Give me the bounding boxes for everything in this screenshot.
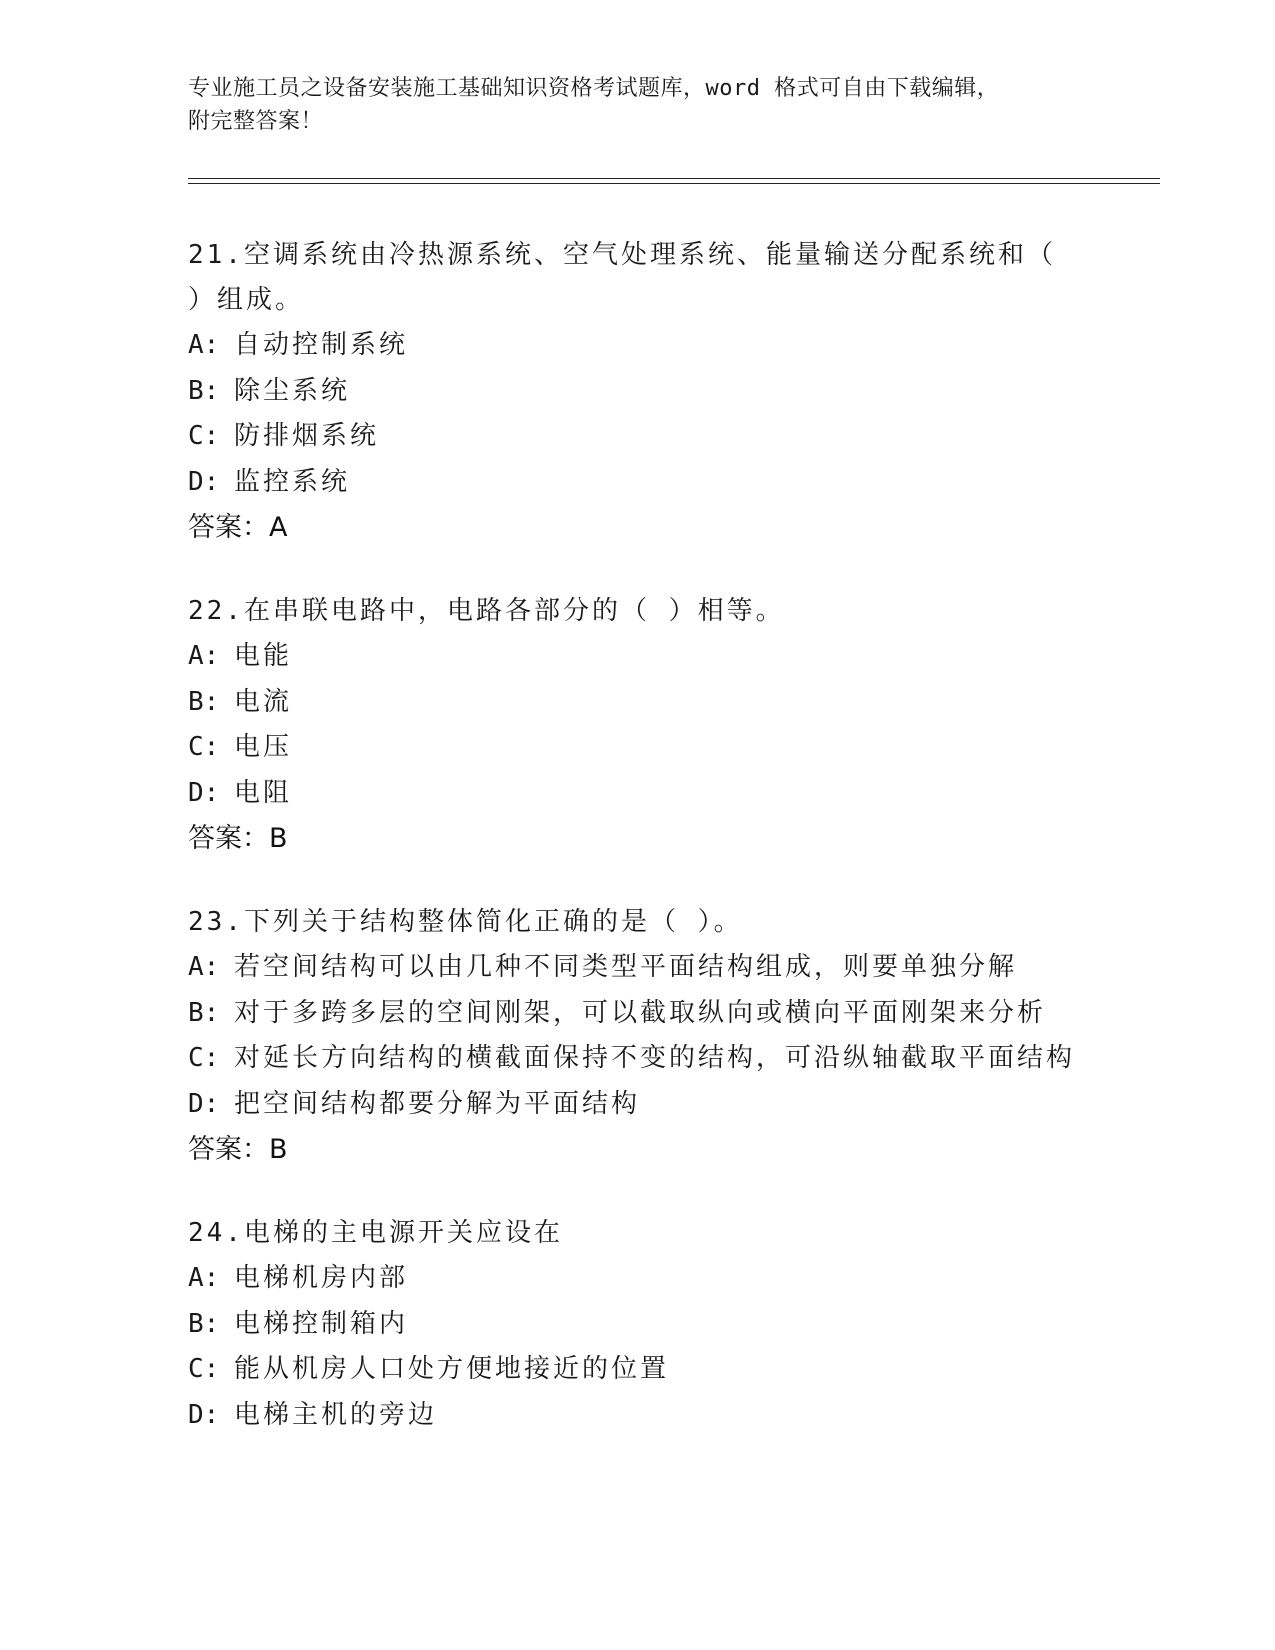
option-c (188, 1036, 1148, 1082)
option-letter: B: (188, 375, 220, 406)
question-stem-continued: ）组成。 (188, 285, 305, 315)
header-line-2: 附完整答案！ (188, 109, 324, 134)
option-d (188, 771, 1148, 817)
question-24 (188, 1211, 1148, 1438)
option-letter: B: (188, 686, 220, 717)
option-letter: D: (188, 1399, 220, 1430)
option-letter: B: (188, 997, 220, 1028)
option-text: 电梯主机的旁边 (234, 1399, 438, 1430)
option-text: 防排烟系统 (234, 421, 380, 451)
option-text: 电梯控制箱内 (234, 1308, 409, 1339)
option-text: 电阻 (234, 777, 293, 808)
header-line-1: 专业施工员之设备安装施工基础知识资格考试题库，word 格式可自由下载编辑， (188, 76, 1000, 101)
option-b (188, 369, 1148, 415)
answer-line: 答案：B (188, 1134, 288, 1165)
option-text: 电梯机房内部 (234, 1263, 409, 1293)
question-list (188, 233, 1148, 1476)
question-21 (188, 233, 1148, 551)
option-letter: C: (188, 421, 220, 451)
question-stem: 23.下列关于结构整体简化正确的是（ ）。 (188, 907, 743, 937)
header-divider-bottom (188, 183, 1160, 184)
option-d (188, 460, 1148, 506)
option-letter: A: (188, 641, 220, 671)
option-text: 除尘系统 (234, 375, 351, 406)
option-letter: C: (188, 732, 220, 762)
option-letter: D: (188, 777, 220, 808)
option-text: 若空间结构可以由几种不同类型平面结构组成，则要单独分解 (234, 952, 1018, 982)
question-stem: 21.空调系统由冷热源系统、空气处理系统、能量输送分配系统和（ (188, 240, 1056, 270)
option-text: 电能 (234, 641, 293, 671)
option-text: 把空间结构都要分解为平面结构 (234, 1088, 641, 1119)
option-text: 电流 (234, 686, 293, 717)
option-a (188, 634, 1148, 680)
option-letter: A: (188, 330, 220, 360)
option-a (188, 1256, 1148, 1302)
option-c (188, 725, 1148, 771)
option-letter: D: (188, 466, 220, 497)
option-text: 对于多跨多层的空间刚架，可以截取纵向或横向平面刚架来分析 (234, 997, 1047, 1028)
option-text: 电压 (234, 732, 293, 762)
question-stem: 24.电梯的主电源开关应设在 (188, 1218, 563, 1248)
option-text: 能从机房人口处方便地接近的位置 (234, 1354, 670, 1384)
answer-line: 答案：B (188, 823, 288, 854)
option-c (188, 414, 1148, 460)
option-letter: A: (188, 1263, 220, 1293)
answer-line: 答案：A (188, 512, 288, 543)
option-letter: D: (188, 1088, 220, 1119)
option-text: 监控系统 (234, 466, 351, 497)
option-b (188, 680, 1148, 726)
document-header (188, 72, 1088, 138)
option-d (188, 1082, 1148, 1128)
option-a (188, 945, 1148, 991)
header-divider-top (188, 178, 1160, 179)
question-stem: 22.在串联电路中，电路各部分的（ ）相等。 (188, 596, 785, 626)
option-text: 自动控制系统 (234, 330, 409, 360)
option-letter: C: (188, 1043, 220, 1073)
option-c (188, 1347, 1148, 1393)
option-letter: C: (188, 1354, 220, 1384)
option-letter: A: (188, 952, 220, 982)
option-letter: B: (188, 1308, 220, 1339)
option-b (188, 1302, 1148, 1348)
option-a (188, 323, 1148, 369)
question-22 (188, 589, 1148, 862)
option-b (188, 991, 1148, 1037)
question-23 (188, 900, 1148, 1173)
option-d (188, 1393, 1148, 1439)
option-text: 对延长方向结构的横截面保持不变的结构，可沿纵轴截取平面结构 (234, 1043, 1076, 1073)
